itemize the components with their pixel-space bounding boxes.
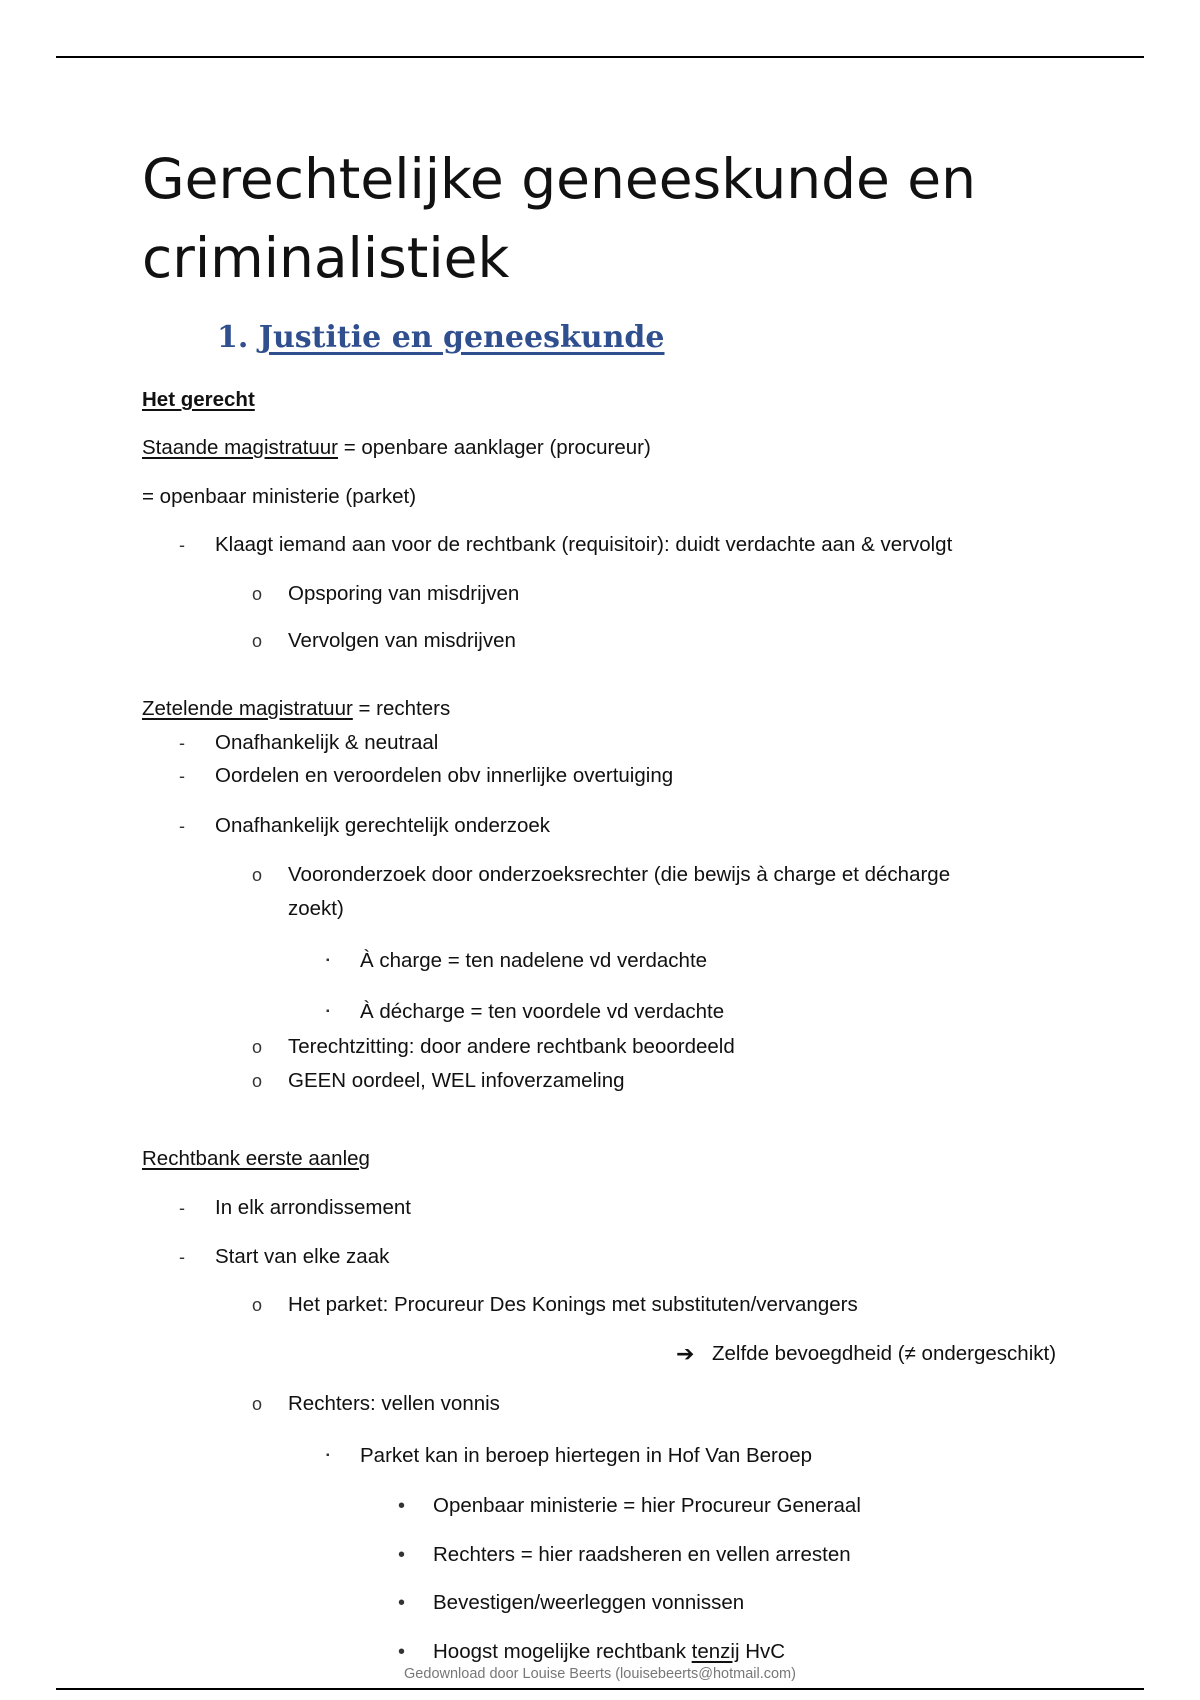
circle-bullet: o — [252, 1037, 263, 1057]
right-arrow-icon: ➔ — [676, 1341, 695, 1366]
section-number: 1. — [217, 320, 249, 355]
staande-line — [142, 434, 651, 462]
dot-bullet: • — [398, 1592, 406, 1614]
circle-bullet: o — [252, 1394, 263, 1414]
document-title: Gerechtelijke geneeskunde en criminalistiek — [142, 147, 976, 290]
square-bullet: ▪ — [326, 1006, 330, 1017]
rechtbank-arrow-note: Zelfde bevoegdheid (≠ ondergeschikt) — [712, 1342, 1057, 1365]
staande-term: Staande magistratuur — [142, 436, 339, 459]
zetelende-item-1: Onafhankelijk & neutraal — [215, 731, 439, 754]
dot-bullet: • — [398, 1544, 406, 1566]
rechtbank-bullet-4 — [433, 1638, 785, 1666]
rechtbank-bullet-3: Bevestigen/weerleggen vonnissen — [433, 1591, 745, 1614]
staande-definition-2: = openbaar ministerie (parket) — [142, 485, 417, 508]
square-bullet: ▪ — [326, 1450, 330, 1461]
zetelende-subsub-1: À charge = ten nadelene vd verdachte — [360, 949, 708, 972]
section-heading — [217, 318, 664, 358]
staande-definition: = openbare aanklager (procureur) — [338, 436, 651, 459]
circle-bullet: o — [252, 631, 263, 651]
zetelende-sub-3: GEEN oordeel, WEL infoverzameling — [288, 1069, 625, 1092]
dash-bullet: - — [179, 1198, 185, 1218]
dash-bullet: - — [179, 1247, 185, 1267]
zetelende-item-2: Oordelen en veroordelen obv innerlijke overtuiging — [215, 764, 674, 787]
last-bullet-post: HvC — [739, 1640, 786, 1663]
rechtbank-heading: Rechtbank eerste aanleg — [142, 1147, 370, 1170]
download-footer: Gedownload door Louise Beerts (louisebeerts@hotmail.com) — [404, 1666, 796, 1682]
circle-bullet: o — [252, 584, 263, 604]
zetelende-term: Zetelende magistratuur — [142, 697, 353, 720]
staande-item: Klaagt iemand aan voor de rechtbank (requisitoir): duidt verdachte aan & vervolgt — [215, 533, 953, 556]
zetelende-sub-1-line-1: Vooronderzoek door onderzoeksrechter (die bewijs à charge et décharge — [288, 863, 951, 886]
rechtbank-sub-1: Het parket: Procureur Des Konings met substituten/vervangers — [288, 1293, 858, 1316]
rechtbank-bullet-1: Openbaar ministerie = hier Procureur Generaal — [433, 1494, 861, 1517]
zetelende-sub-1-line-2: zoekt) — [288, 897, 344, 920]
circle-bullet: o — [252, 1071, 263, 1091]
circle-bullet: o — [252, 1295, 263, 1315]
dash-bullet: - — [179, 733, 185, 753]
dash-bullet: - — [179, 816, 185, 836]
bottom-rule — [56, 1688, 1144, 1690]
rechtbank-item-1: In elk arrondissement — [215, 1196, 411, 1219]
dot-bullet: • — [398, 1641, 406, 1663]
square-bullet: ▪ — [326, 955, 330, 966]
top-rule — [56, 56, 1144, 58]
staande-sub-2: Vervolgen van misdrijven — [288, 629, 516, 652]
rechtbank-item-2: Start van elke zaak — [215, 1245, 390, 1268]
rechtbank-sub-2: Rechters: vellen vonnis — [288, 1392, 500, 1415]
zetelende-sub-2: Terechtzitting: door andere rechtbank beoordeeld — [288, 1035, 735, 1058]
staande-sub-1: Opsporing van misdrijven — [288, 582, 520, 605]
zetelende-line — [142, 695, 450, 723]
rechtbank-subsub: Parket kan in beroep hiertegen in Hof Van Beroep — [360, 1444, 813, 1467]
dot-bullet: • — [398, 1495, 406, 1517]
circle-bullet: o — [252, 865, 263, 885]
zetelende-item-3: Onafhankelijk gerechtelijk onderzoek — [215, 814, 551, 837]
section-title: Justitie en geneeskunde — [258, 320, 665, 355]
dash-bullet: - — [179, 535, 185, 555]
last-bullet-underlined: tenzij — [691, 1640, 740, 1663]
dash-bullet: - — [179, 766, 185, 786]
last-bullet-pre: Hoogst mogelijke rechtbank — [433, 1640, 692, 1663]
zetelende-subsub-2: À décharge = ten voordele vd verdachte — [360, 1000, 725, 1023]
rechtbank-bullet-2: Rechters = hier raadsheren en vellen arresten — [433, 1543, 851, 1566]
zetelende-definition: = rechters — [352, 697, 451, 720]
heading-het-gerecht: Het gerecht — [142, 388, 255, 411]
